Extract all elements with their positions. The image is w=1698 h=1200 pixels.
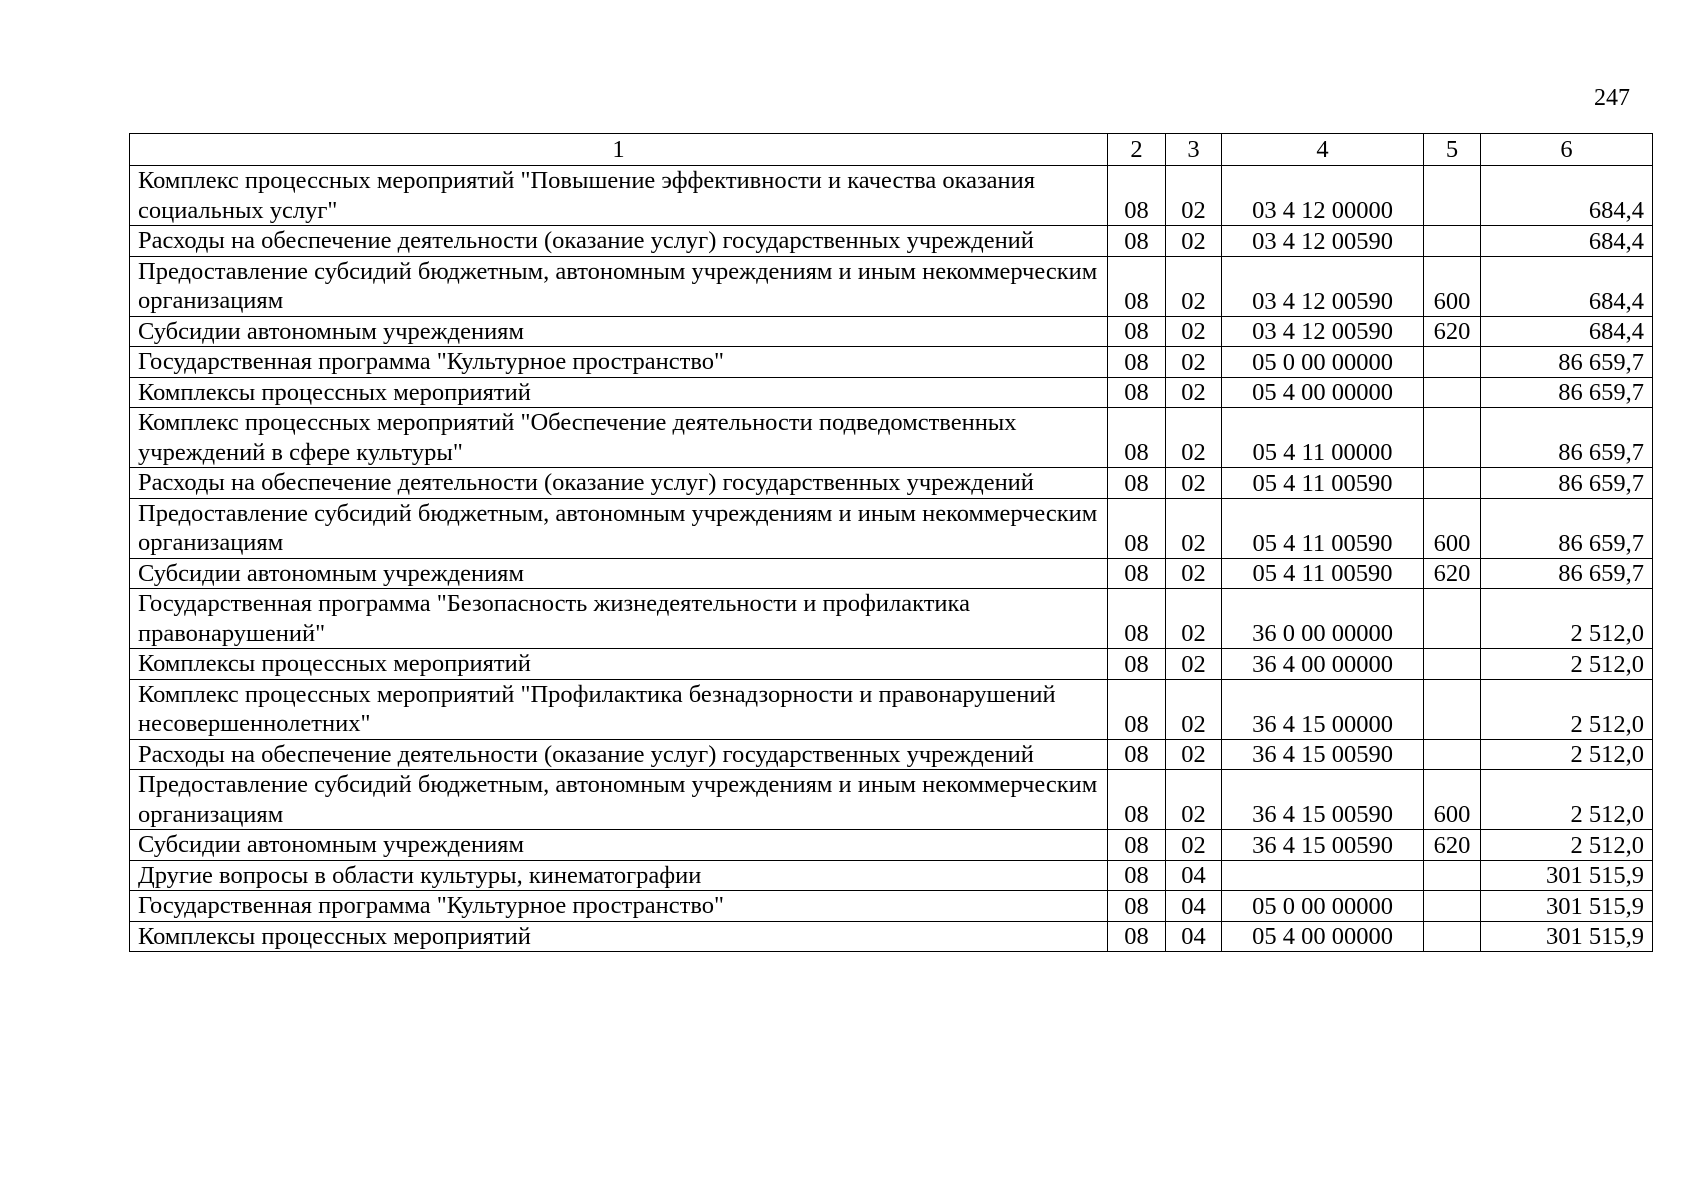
cell-amount: 684,4 <box>1481 316 1653 347</box>
cell-subsection: 02 <box>1166 649 1222 680</box>
cell-name: Комплекс процессных мероприятий "Профилактика безнадзорности и правонарушений несовершеннолетних" <box>130 679 1108 739</box>
budget-table <box>129 133 1653 952</box>
cell-name: Комплексы процессных мероприятий <box>130 921 1108 952</box>
cell-section: 08 <box>1108 770 1166 830</box>
cell-subsection: 02 <box>1166 739 1222 770</box>
cell-amount: 86 659,7 <box>1481 347 1653 378</box>
cell-section: 08 <box>1108 166 1166 226</box>
column-header-section: 2 <box>1108 134 1166 166</box>
cell-amount: 86 659,7 <box>1481 377 1653 408</box>
cell-target: 36 4 00 00000 <box>1222 649 1424 680</box>
cell-target: 36 4 15 00000 <box>1222 679 1424 739</box>
cell-section: 08 <box>1108 377 1166 408</box>
table-row <box>130 679 1653 739</box>
table-row <box>130 830 1653 861</box>
cell-name: Субсидии автономным учреждениям <box>130 558 1108 589</box>
cell-target: 36 4 15 00590 <box>1222 770 1424 830</box>
cell-amount: 86 659,7 <box>1481 498 1653 558</box>
table-row <box>130 468 1653 499</box>
cell-subsection: 02 <box>1166 498 1222 558</box>
column-header-expense: 5 <box>1424 134 1481 166</box>
table-row <box>130 166 1653 226</box>
cell-expense: 620 <box>1424 558 1481 589</box>
cell-amount: 86 659,7 <box>1481 468 1653 499</box>
cell-subsection: 02 <box>1166 166 1222 226</box>
cell-amount: 301 515,9 <box>1481 860 1653 891</box>
table-row <box>130 316 1653 347</box>
cell-expense: 620 <box>1424 830 1481 861</box>
cell-amount: 86 659,7 <box>1481 408 1653 468</box>
cell-expense <box>1424 468 1481 499</box>
cell-amount: 2 512,0 <box>1481 830 1653 861</box>
table-row <box>130 347 1653 378</box>
page-number: 247 <box>1594 85 1630 111</box>
cell-subsection: 04 <box>1166 921 1222 952</box>
cell-expense <box>1424 891 1481 922</box>
cell-name: Комплекс процессных мероприятий "Обеспечение деятельности подведомственных учреждений в сфере культуры" <box>130 408 1108 468</box>
table-row <box>130 377 1653 408</box>
cell-expense: 600 <box>1424 498 1481 558</box>
cell-name: Расходы на обеспечение деятельности (оказание услуг) государственных учреждений <box>130 468 1108 499</box>
header-row <box>130 134 1653 166</box>
cell-section: 08 <box>1108 408 1166 468</box>
cell-target: 03 4 12 00000 <box>1222 166 1424 226</box>
cell-subsection: 02 <box>1166 408 1222 468</box>
cell-name: Комплексы процессных мероприятий <box>130 649 1108 680</box>
cell-amount: 301 515,9 <box>1481 891 1653 922</box>
cell-expense <box>1424 921 1481 952</box>
cell-name: Комплекс процессных мероприятий "Повышение эффективности и качества оказания социальных услуг" <box>130 166 1108 226</box>
cell-target: 36 4 15 00590 <box>1222 830 1424 861</box>
cell-subsection: 02 <box>1166 377 1222 408</box>
cell-target: 05 0 00 00000 <box>1222 891 1424 922</box>
cell-section: 08 <box>1108 589 1166 649</box>
cell-expense: 600 <box>1424 770 1481 830</box>
column-header-amount: 6 <box>1481 134 1653 166</box>
column-header-subsection: 3 <box>1166 134 1222 166</box>
table-row <box>130 498 1653 558</box>
table-row <box>130 891 1653 922</box>
cell-target: 03 4 12 00590 <box>1222 256 1424 316</box>
cell-subsection: 02 <box>1166 347 1222 378</box>
cell-name: Другие вопросы в области культуры, кинематографии <box>130 860 1108 891</box>
cell-amount: 2 512,0 <box>1481 739 1653 770</box>
table-body <box>130 166 1653 952</box>
cell-section: 08 <box>1108 739 1166 770</box>
cell-target: 05 4 11 00590 <box>1222 558 1424 589</box>
cell-expense <box>1424 679 1481 739</box>
cell-expense <box>1424 649 1481 680</box>
cell-expense: 620 <box>1424 316 1481 347</box>
table-row <box>130 860 1653 891</box>
cell-target: 03 4 12 00590 <box>1222 226 1424 257</box>
cell-subsection: 04 <box>1166 891 1222 922</box>
cell-amount: 684,4 <box>1481 226 1653 257</box>
cell-target: 05 4 00 00000 <box>1222 921 1424 952</box>
cell-target: 05 4 11 00590 <box>1222 498 1424 558</box>
cell-amount: 2 512,0 <box>1481 770 1653 830</box>
cell-subsection: 02 <box>1166 830 1222 861</box>
cell-subsection: 02 <box>1166 589 1222 649</box>
cell-subsection: 02 <box>1166 316 1222 347</box>
cell-target: 05 4 11 00000 <box>1222 408 1424 468</box>
table-row <box>130 408 1653 468</box>
cell-target: 05 4 00 00000 <box>1222 377 1424 408</box>
cell-section: 08 <box>1108 316 1166 347</box>
table-row <box>130 770 1653 830</box>
cell-target: 05 0 00 00000 <box>1222 347 1424 378</box>
cell-name: Комплексы процессных мероприятий <box>130 377 1108 408</box>
table-row <box>130 589 1653 649</box>
cell-section: 08 <box>1108 347 1166 378</box>
cell-amount: 2 512,0 <box>1481 589 1653 649</box>
cell-amount: 684,4 <box>1481 166 1653 226</box>
cell-subsection: 02 <box>1166 558 1222 589</box>
cell-section: 08 <box>1108 649 1166 680</box>
cell-section: 08 <box>1108 468 1166 499</box>
cell-target: 36 0 00 00000 <box>1222 589 1424 649</box>
cell-expense <box>1424 166 1481 226</box>
cell-expense <box>1424 739 1481 770</box>
cell-amount: 2 512,0 <box>1481 649 1653 680</box>
cell-target: 05 4 11 00590 <box>1222 468 1424 499</box>
cell-subsection: 02 <box>1166 679 1222 739</box>
column-header-name: 1 <box>130 134 1108 166</box>
table-row <box>130 649 1653 680</box>
cell-name: Государственная программа "Культурное пространство" <box>130 891 1108 922</box>
column-header-target: 4 <box>1222 134 1424 166</box>
cell-section: 08 <box>1108 256 1166 316</box>
cell-target <box>1222 860 1424 891</box>
table-row <box>130 226 1653 257</box>
cell-name: Предоставление субсидий бюджетным, автономным учреждениям и иным некоммерческим организациям <box>130 498 1108 558</box>
table-header <box>130 134 1653 166</box>
table-row <box>130 739 1653 770</box>
cell-target: 36 4 15 00590 <box>1222 739 1424 770</box>
cell-section: 08 <box>1108 891 1166 922</box>
cell-subsection: 04 <box>1166 860 1222 891</box>
cell-section: 08 <box>1108 921 1166 952</box>
cell-name: Государственная программа "Культурное пространство" <box>130 347 1108 378</box>
cell-section: 08 <box>1108 860 1166 891</box>
cell-expense: 600 <box>1424 256 1481 316</box>
cell-subsection: 02 <box>1166 770 1222 830</box>
cell-section: 08 <box>1108 830 1166 861</box>
cell-amount: 86 659,7 <box>1481 558 1653 589</box>
cell-subsection: 02 <box>1166 468 1222 499</box>
cell-section: 08 <box>1108 558 1166 589</box>
cell-amount: 684,4 <box>1481 256 1653 316</box>
cell-expense <box>1424 408 1481 468</box>
cell-expense <box>1424 860 1481 891</box>
cell-section: 08 <box>1108 498 1166 558</box>
cell-subsection: 02 <box>1166 226 1222 257</box>
cell-name: Предоставление субсидий бюджетным, автономным учреждениям и иным некоммерческим организациям <box>130 256 1108 316</box>
cell-name: Субсидии автономным учреждениям <box>130 316 1108 347</box>
cell-name: Субсидии автономным учреждениям <box>130 830 1108 861</box>
cell-expense <box>1424 589 1481 649</box>
cell-name: Государственная программа "Безопасность жизнедеятельности и профилактика правонарушений" <box>130 589 1108 649</box>
cell-section: 08 <box>1108 679 1166 739</box>
cell-amount: 2 512,0 <box>1481 679 1653 739</box>
cell-name: Расходы на обеспечение деятельности (оказание услуг) государственных учреждений <box>130 226 1108 257</box>
cell-expense <box>1424 226 1481 257</box>
table-row <box>130 921 1653 952</box>
table-row <box>130 558 1653 589</box>
cell-name: Расходы на обеспечение деятельности (оказание услуг) государственных учреждений <box>130 739 1108 770</box>
cell-target: 03 4 12 00590 <box>1222 316 1424 347</box>
cell-subsection: 02 <box>1166 256 1222 316</box>
cell-section: 08 <box>1108 226 1166 257</box>
cell-amount: 301 515,9 <box>1481 921 1653 952</box>
cell-expense <box>1424 377 1481 408</box>
table-row <box>130 256 1653 316</box>
cell-expense <box>1424 347 1481 378</box>
cell-name: Предоставление субсидий бюджетным, автономным учреждениям и иным некоммерческим организациям <box>130 770 1108 830</box>
